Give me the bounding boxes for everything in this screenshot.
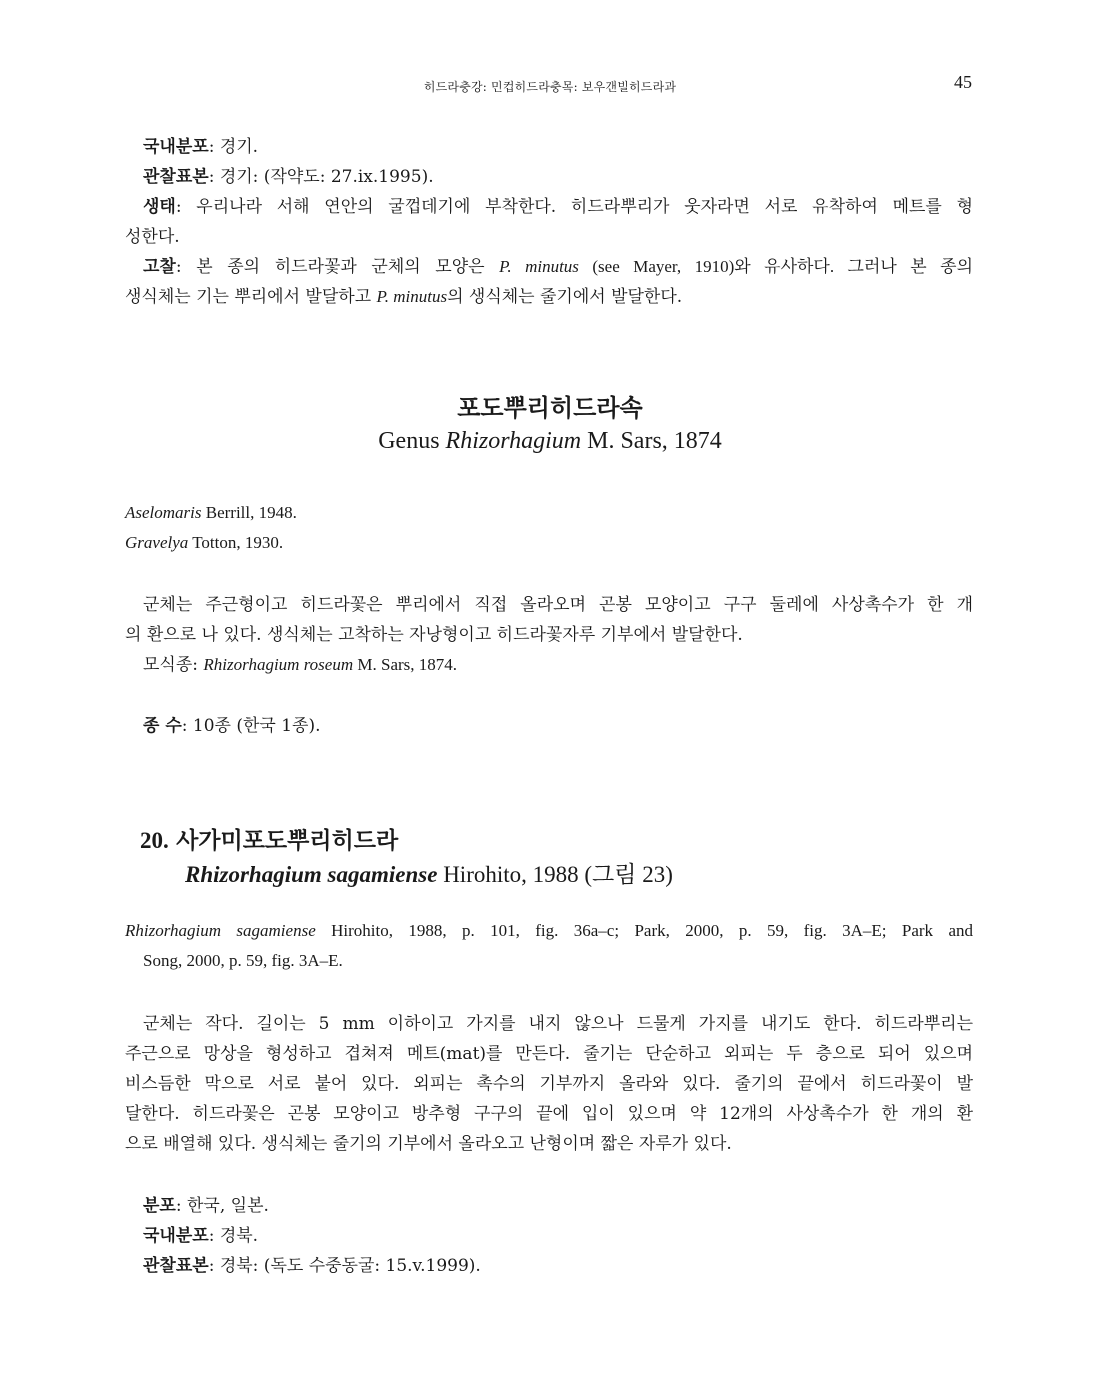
species-desc-line: 달한다. 히드라꽃은 곤봉 모양이고 방추형 구구의 끝에 입이 있으며 약 12개의 사상촉수가 한 개의 환 bbox=[125, 1104, 973, 1124]
species-desc-line: 군체는 작다. 길이는 5 mm 이하이고 가지를 내지 않으나 드물게 가지를 내기도 한다. 히드라뿌리는 bbox=[143, 1014, 973, 1034]
genus-title-latin: Genus Rhizorhagium M. Sars, 1874 bbox=[378, 428, 722, 454]
genus-description bbox=[125, 590, 973, 680]
species-heading-korean: 20. 사가미포도뿌리히드라 bbox=[140, 827, 399, 854]
species-desc-line: 비스듬한 막으로 서로 붙어 있다. 외피는 촉수의 기부까지 올라와 있다. 줄기의 끝에서 히드라꽃이 발 bbox=[125, 1074, 973, 1094]
distribution: 분포: 한국, 일본. bbox=[143, 1196, 269, 1216]
ecology-line-1: 생태: 우리나라 서해 연안의 굴껍데기에 부착한다. 히드라뿌리가 웃자라면 서로 유착하여 메트를 형 bbox=[143, 197, 973, 217]
page-number: 45 bbox=[954, 72, 972, 92]
species-count-line: 종 수: 10종 (한국 1종). bbox=[143, 716, 321, 736]
genus-desc-line: 의 환으로 나 있다. 생식체는 고착하는 자낭형이고 히드라꽃자루 기부에서 발달한다. bbox=[125, 625, 743, 645]
reference-line-1: Rhizorhagium sagamiense Hirohito, 1988, p. 101, fig. 36a–c; Park, 2000, p. 59, fig. 3A–E; Park and bbox=[125, 921, 973, 940]
type-species: 모식종: Rhizorhagium roseum M. Sars, 1874. bbox=[143, 655, 458, 675]
domestic-distribution: 국내분포: 경북. bbox=[143, 1226, 259, 1246]
synonym-entry: Gravelya Totton, 1930. bbox=[125, 533, 284, 552]
species-references bbox=[125, 916, 973, 976]
species-desc-line: 주근으로 망상을 형성하고 겹쳐져 메트(mat)를 만든다. 줄기는 단순하고 외피는 두 층으로 되어 있으며 bbox=[125, 1044, 973, 1064]
genus-desc-line: 군체는 주근형이고 히드라꽃은 뿌리에서 직접 올라오며 곤봉 모양이고 구구 둘레에 사상촉수가 한 개 bbox=[143, 595, 973, 615]
species-description bbox=[125, 1009, 973, 1159]
examined-specimens: 관찰표본: 경기: (작약도: 27.ix.1995). bbox=[143, 167, 434, 187]
species-heading bbox=[140, 824, 673, 892]
reference-line-2: Song, 2000, p. 59, fig. 3A–E. bbox=[143, 951, 343, 970]
ecology-line-2: 성한다. bbox=[125, 227, 180, 247]
genus-title-korean: 포도뿌리히드라속 bbox=[457, 393, 643, 422]
species-count bbox=[125, 711, 973, 741]
species-desc-line: 으로 배열해 있다. 생식체는 줄기의 기부에서 올라오고 난형이며 짧은 자루가 있다. bbox=[125, 1134, 732, 1154]
species-heading-latin: Rhizorhagium sagamiense Hirohito, 1988 (그림 23) bbox=[185, 862, 673, 887]
species-distribution bbox=[125, 1191, 973, 1281]
examined-specimens: 관찰표본: 경북: (독도 수중동굴: 15.v.1999). bbox=[143, 1256, 481, 1276]
genus-synonyms bbox=[125, 498, 973, 558]
remarks-line-2: 생식체는 기는 뿌리에서 발달하고 P. minutus의 생식체는 줄기에서 발달한다. bbox=[125, 287, 683, 307]
synonym-entry: Aselomaris Berrill, 1948. bbox=[125, 503, 297, 522]
running-header: 히드라충강: 민컵히드라충목: 보우갠빌히드라과 bbox=[423, 80, 677, 94]
domestic-distribution: 국내분포: 경기. bbox=[143, 137, 259, 157]
remarks-line-1: 고찰: 본 종의 히드라꽃과 군체의 모양은 P. minutus (see Mayer, 1910)와 유사하다. 그러나 본 종의 bbox=[143, 257, 973, 277]
previous-species-notes bbox=[125, 132, 973, 312]
